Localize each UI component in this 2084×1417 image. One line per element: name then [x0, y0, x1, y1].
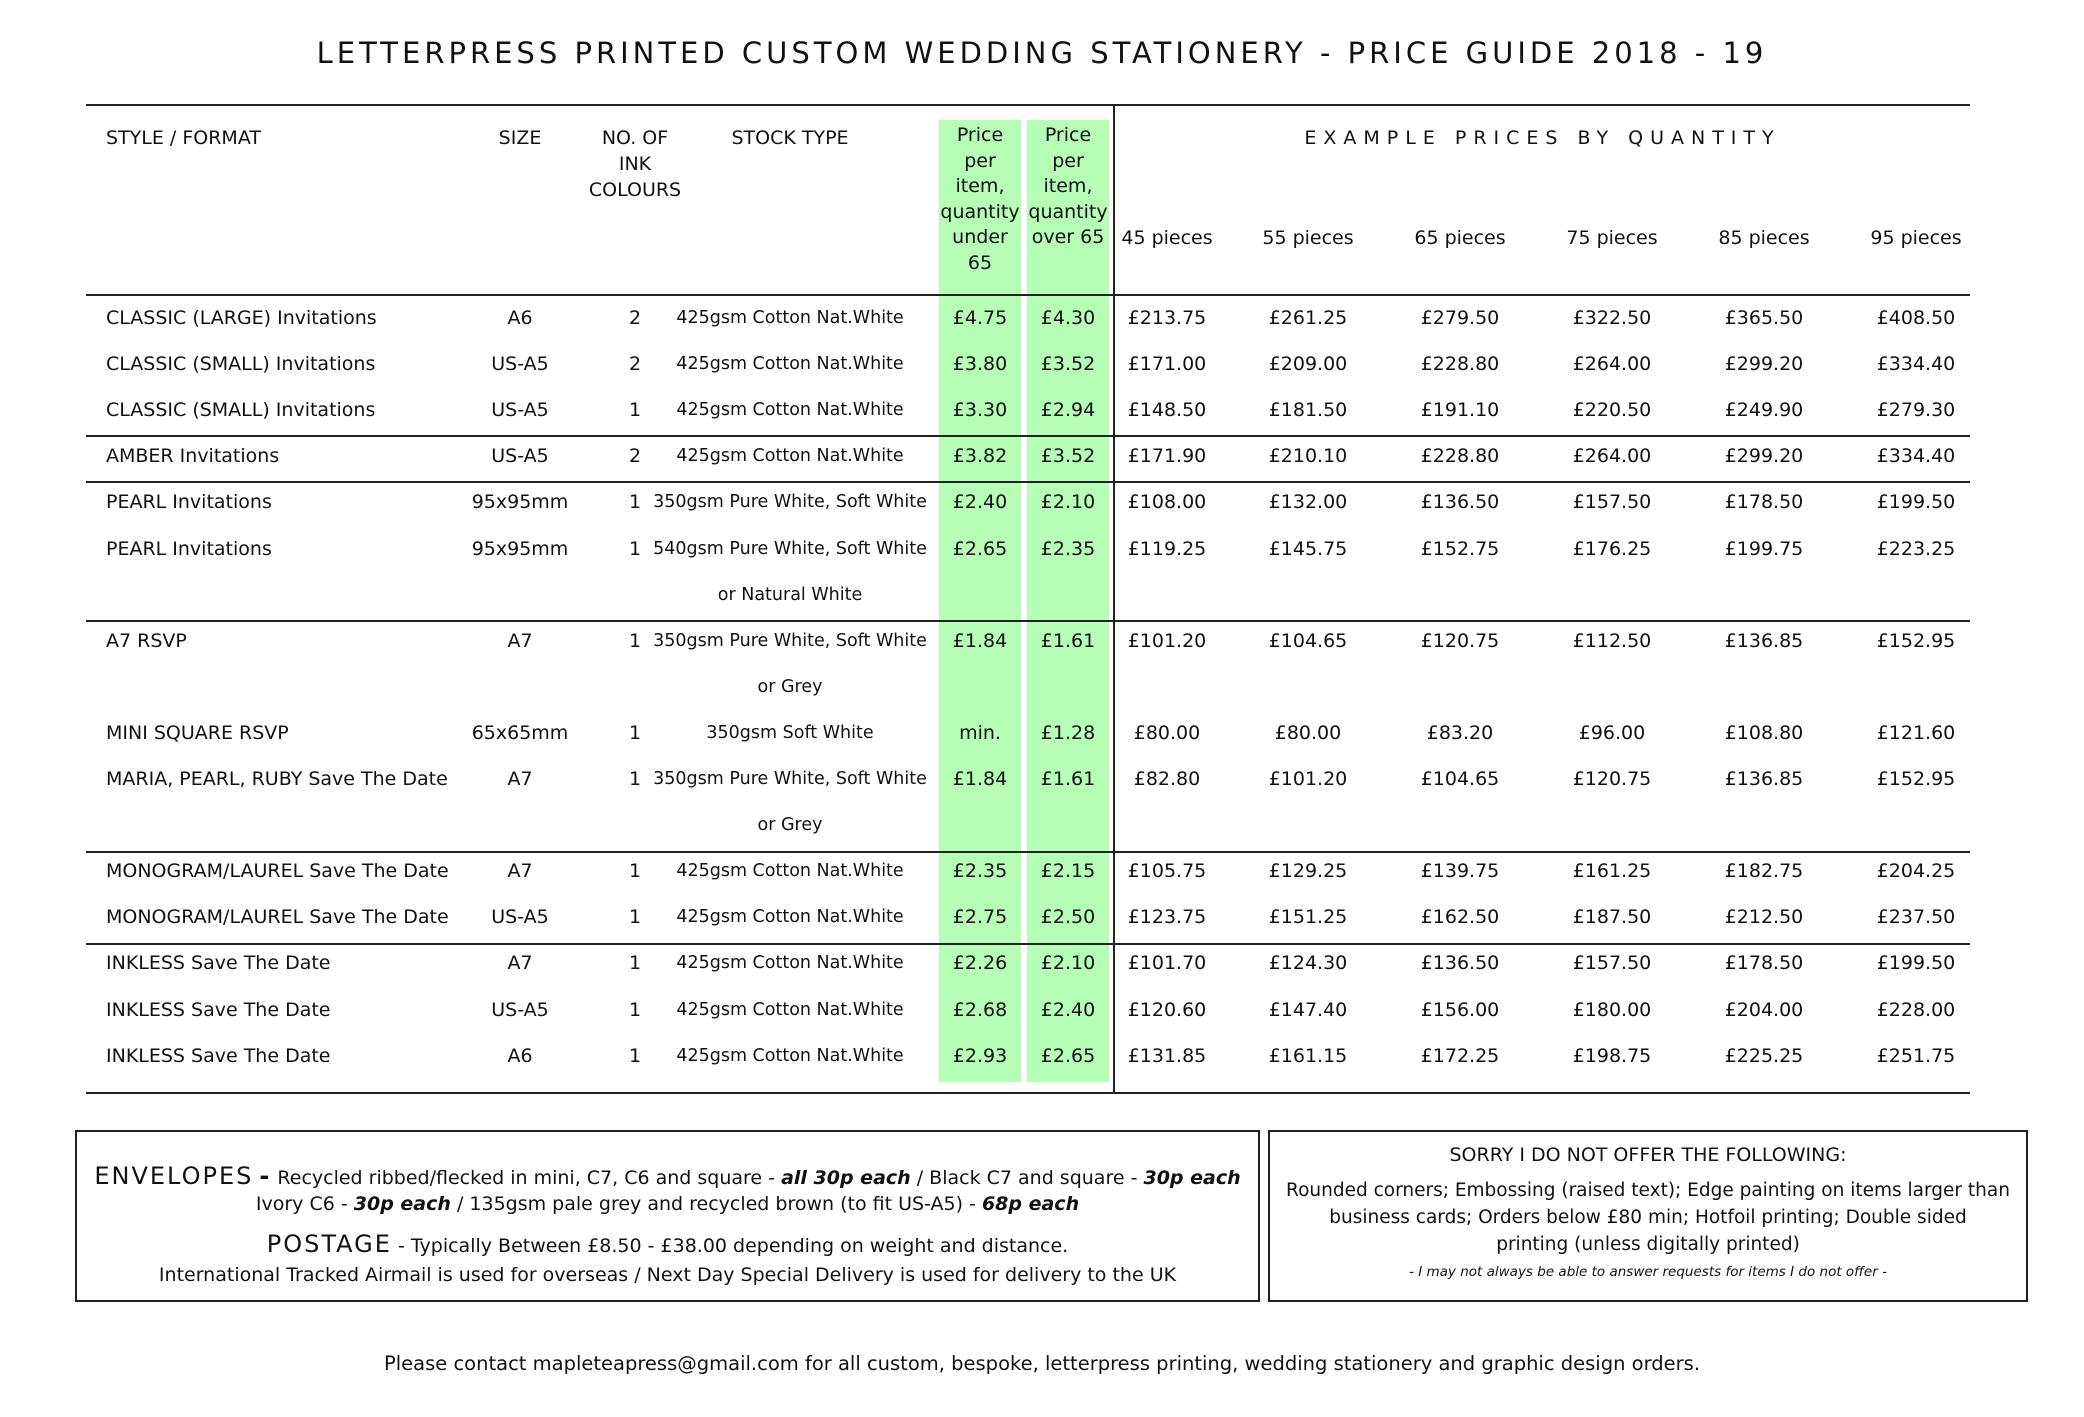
style-format-header: STYLE / FORMAT: [106, 127, 261, 149]
quantity-price-cell: £210.10: [1268, 445, 1348, 468]
price-under-65-cell: £2.93: [952, 1044, 1008, 1067]
price-over-65-cell: £2.35: [1040, 537, 1096, 560]
quantity-price-cell: £104.65: [1420, 768, 1500, 790]
quantity-price-cell: £204.00: [1724, 998, 1804, 1021]
quantity-price-cell: £112.50: [1572, 629, 1652, 652]
stock-type-cell: 350gsm Pure White, Soft White: [653, 630, 927, 651]
stock-type-cell: 350gsm Soft White: [706, 722, 874, 743]
quantity-price-cell: £299.20: [1724, 445, 1804, 468]
size-cell: A6: [507, 307, 533, 329]
ink-colours-cell: 1: [628, 399, 642, 422]
price-under-65-cell: £4.75: [952, 307, 1008, 329]
ink-colours-cell: 2: [628, 445, 642, 468]
stock-type-cell: or Natural White: [717, 584, 863, 605]
stock-type-cell: or Grey: [757, 815, 823, 836]
price-under-65-cell: £3.80: [952, 353, 1008, 376]
quantity-price-cell: £228.80: [1420, 445, 1500, 468]
group-rule: [86, 620, 1970, 622]
not-offered-line: Rounded corners; Embossing (raised text); Edge painting on items larger than: [1286, 1180, 2010, 1201]
price-over-65-cell: £1.61: [1040, 768, 1096, 790]
size-cell: A7: [507, 629, 533, 652]
size-cell: US-A5: [491, 399, 549, 422]
quantity-price-cell: £101.20: [1127, 629, 1207, 652]
quantity-price-cell: £83.20: [1426, 721, 1494, 744]
quantity-price-cell: £334.40: [1876, 353, 1956, 376]
quantity-price-cell: £108.80: [1724, 721, 1804, 744]
style-format-cell: MARIA, PEARL, RUBY Save The Date: [106, 768, 448, 790]
quantity-divider: [1113, 104, 1115, 1094]
stock-type-cell: 425gsm Cotton Nat.White: [676, 999, 904, 1020]
quantity-price-cell: £147.40: [1268, 998, 1348, 1021]
quantity-price-cell: £148.50: [1127, 399, 1207, 422]
price-under-65-cell: £1.84: [952, 629, 1008, 652]
style-format-cell: AMBER Invitations: [106, 445, 280, 468]
style-format-cell: CLASSIC (SMALL) Invitations: [106, 353, 376, 376]
ink-colours-cell: 2: [628, 307, 642, 329]
size-cell: US-A5: [491, 445, 549, 468]
not-offered-note: - I may not always be able to answer requests for items I do not offer -: [1409, 1264, 1887, 1280]
quantity-price-cell: £132.00: [1268, 491, 1348, 514]
group-rule: [86, 851, 1970, 853]
style-format-cell: MONOGRAM/LAUREL Save The Date: [106, 906, 449, 929]
not-offered-line: business cards; Orders below £80 min; Hotfoil printing; Double sided: [1329, 1207, 1967, 1228]
size-cell: US-A5: [491, 906, 549, 929]
quantity-price-cell: £131.85: [1127, 1044, 1207, 1067]
stock-type-cell: 425gsm Cotton Nat.White: [676, 861, 904, 882]
quantity-price-cell: £191.10: [1420, 399, 1500, 422]
quantity-price-cell: £178.50: [1724, 491, 1804, 514]
stock-type-cell: 350gsm Pure White, Soft White: [653, 769, 927, 789]
quantity-price-cell: £223.25: [1876, 537, 1956, 560]
price-under-65-cell: £2.40: [952, 491, 1008, 514]
price-over-65-cell: £2.40: [1040, 998, 1096, 1021]
price-under-65-cell: £1.84: [952, 768, 1008, 790]
envelopes-text: / Black C7 and square -: [916, 1167, 1138, 1189]
ink-colours-cell: 1: [628, 1044, 642, 1067]
size-cell: A7: [507, 952, 533, 975]
quantity-price-cell: £139.75: [1420, 860, 1500, 883]
quantity-price-cell: £408.50: [1876, 307, 1956, 329]
envelopes-price: 68p each: [981, 1193, 1080, 1215]
quantity-price-cell: £101.70: [1127, 952, 1207, 975]
not-offered-line: printing (unless digitally printed): [1496, 1234, 1800, 1255]
quantity-price-cell: £180.00: [1572, 998, 1652, 1021]
quantity-price-cell: £119.25: [1127, 537, 1207, 560]
quantity-price-cell: £251.75: [1876, 1044, 1956, 1067]
contact-footer: Please contact mapleteapress@gmail.com for all custom, bespoke, letterpress printing, wedding stationery and graphic design orders.: [383, 1352, 1701, 1375]
quantity-price-cell: £136.85: [1724, 768, 1804, 790]
envelopes-price: 30p each: [353, 1193, 451, 1215]
quantity-header: 55 pieces: [1262, 227, 1354, 249]
quantity-price-cell: £105.75: [1127, 860, 1207, 883]
quantity-price-cell: £123.75: [1127, 906, 1207, 929]
quantity-price-cell: £162.50: [1420, 906, 1500, 929]
quantity-price-cell: £145.75: [1268, 537, 1348, 560]
ink-header-line: COLOURS: [588, 179, 682, 201]
postage-heading: POSTAGE: [266, 1230, 392, 1258]
price-over-65-cell: £4.30: [1040, 307, 1096, 329]
postage-line-2: International Tracked Airmail is used for overseas / Next Day Special Delivery is used for delivery to the UK: [158, 1264, 1177, 1286]
group-rule: [86, 435, 1970, 437]
price-under-65-cell: £2.65: [952, 537, 1008, 560]
price-over-65-cell: £3.52: [1040, 445, 1096, 468]
quantity-price-cell: £161.15: [1268, 1044, 1348, 1067]
ink-header-line: INK: [618, 153, 652, 175]
envelopes-text: Ivory C6 -: [255, 1193, 348, 1215]
quantity-price-cell: £80.00: [1133, 721, 1201, 744]
quantity-price-cell: £152.95: [1876, 768, 1956, 790]
quantity-price-cell: £182.75: [1724, 860, 1804, 883]
stock-type-cell: 425gsm Cotton Nat.White: [676, 308, 904, 328]
quantity-price-cell: £161.25: [1572, 860, 1652, 883]
size-cell: 95x95mm: [471, 537, 569, 560]
price-under-65-cell: £3.30: [952, 399, 1008, 422]
style-format-cell: CLASSIC (LARGE) Invitations: [106, 307, 377, 329]
header-line: Price: [1044, 124, 1092, 146]
quantity-price-cell: £80.00: [1274, 721, 1342, 744]
quantity-price-cell: £334.40: [1876, 445, 1956, 468]
quantity-price-cell: £121.60: [1876, 721, 1956, 744]
style-format-cell: MONOGRAM/LAUREL Save The Date: [106, 860, 449, 883]
ink-colours-cell: 2: [628, 353, 642, 376]
price-over-65-cell: £3.52: [1040, 353, 1096, 376]
quantity-price-cell: £264.00: [1572, 353, 1652, 376]
quantity-price-cell: £225.25: [1724, 1044, 1804, 1067]
ink-colours-header: [575, 125, 695, 203]
price-over-65-cell: £2.50: [1040, 906, 1096, 929]
price-under-65-cell: £2.68: [952, 998, 1008, 1021]
price-under-65-cell: £2.26: [952, 952, 1008, 975]
header-line: quantity: [940, 200, 1020, 223]
envelopes-postage-box: [75, 1130, 1260, 1302]
quantity-price-cell: £124.30: [1268, 952, 1348, 975]
quantity-price-cell: £151.25: [1268, 906, 1348, 929]
postage-dash: -: [397, 1235, 405, 1257]
stock-type-cell: 425gsm Cotton Nat.White: [676, 907, 904, 928]
ink-colours-cell: 1: [628, 768, 642, 790]
quantity-header: 65 pieces: [1414, 227, 1506, 249]
style-format-cell: PEARL Invitations: [106, 537, 272, 560]
style-format-cell: INKLESS Save The Date: [106, 998, 331, 1021]
quantity-price-cell: £104.65: [1268, 629, 1348, 652]
header-line: item,: [955, 175, 1005, 197]
quantity-price-cell: £237.50: [1876, 906, 1956, 929]
envelopes-line-1: [77, 1162, 1258, 1190]
quantity-price-cell: £279.50: [1420, 307, 1500, 329]
ink-colours-cell: 1: [628, 998, 642, 1021]
quantity-price-cell: £176.25: [1572, 537, 1652, 560]
quantity-header: 75 pieces: [1566, 227, 1658, 249]
style-format-cell: CLASSIC (SMALL) Invitations: [106, 399, 376, 422]
quantity-price-cell: £136.50: [1420, 952, 1500, 975]
quantity-price-cell: £212.50: [1724, 906, 1804, 929]
envelopes-price: all 30p each: [781, 1167, 911, 1189]
stock-type-header: STOCK TYPE: [731, 127, 849, 149]
postage-text: Typically Between £8.50 - £38.00 depending on weight and distance.: [410, 1235, 1069, 1257]
quantity-price-cell: £322.50: [1572, 307, 1652, 329]
size-cell: A6: [507, 1044, 533, 1067]
quantity-price-cell: £136.50: [1420, 491, 1500, 514]
page-title: LETTERPRESS PRINTED CUSTOM WEDDING STATIONERY - PRICE GUIDE 2018 - 19: [316, 36, 1768, 70]
ink-colours-cell: 1: [628, 537, 642, 560]
not-offered-box: [1268, 1130, 2028, 1302]
size-cell: US-A5: [491, 998, 549, 1021]
style-format-cell: A7 RSVP: [106, 629, 187, 652]
style-format-cell: PEARL Invitations: [106, 491, 272, 514]
stock-type-cell: or Grey: [757, 676, 823, 697]
stock-type-cell: 540gsm Pure White, Soft White: [653, 538, 927, 559]
header-line: per: [1052, 149, 1084, 172]
postage-line-1: [77, 1230, 1258, 1258]
quantity-price-cell: £120.60: [1127, 998, 1207, 1021]
quantity-price-cell: £101.20: [1268, 768, 1348, 790]
price-under-65-cell: £3.82: [952, 445, 1008, 468]
ink-colours-cell: 1: [628, 491, 642, 514]
quantity-price-cell: £171.90: [1127, 445, 1207, 468]
stock-type-cell: 425gsm Cotton Nat.White: [676, 400, 904, 421]
quantity-price-cell: £152.75: [1420, 537, 1500, 560]
price-over-65-cell: £2.15: [1040, 860, 1096, 883]
group-rule: [86, 481, 1970, 483]
quantity-price-cell: £171.00: [1127, 353, 1207, 376]
quantity-price-cell: £129.25: [1268, 860, 1348, 883]
group-rule: [86, 943, 1970, 945]
price-over-65-cell: £2.94: [1040, 399, 1096, 422]
stock-type-cell: 425gsm Cotton Nat.White: [676, 953, 904, 974]
quantity-price-cell: £228.80: [1420, 353, 1500, 376]
size-cell: US-A5: [491, 353, 549, 376]
ink-colours-cell: 1: [628, 952, 642, 975]
quantity-price-cell: £172.25: [1420, 1044, 1500, 1067]
not-offered-heading: SORRY I DO NOT OFFER THE FOLLOWING:: [1449, 1144, 1847, 1166]
price-over-65-cell: £2.10: [1040, 952, 1096, 975]
header-line: per: [964, 149, 996, 172]
price-over-65-cell: £1.28: [1040, 721, 1096, 744]
quantity-price-cell: £261.25: [1268, 307, 1348, 329]
ink-header-line: NO. OF: [601, 127, 669, 149]
header-line: under 65: [952, 226, 1008, 274]
quantity-price-cell: £299.20: [1724, 353, 1804, 376]
header-line: Price: [956, 124, 1004, 146]
ink-colours-cell: 1: [628, 860, 642, 883]
header-bottom-rule: [86, 294, 1970, 296]
header-line: quantity: [1028, 200, 1108, 223]
style-format-cell: MINI SQUARE RSVP: [106, 721, 289, 744]
quantity-price-cell: £178.50: [1724, 952, 1804, 975]
envelopes-text: Recycled ribbed/flecked in mini, C7, C6 and square -: [277, 1167, 776, 1189]
quantity-header: 85 pieces: [1718, 227, 1810, 249]
price-over-65-cell: £2.10: [1040, 491, 1096, 514]
quantity-header: 95 pieces: [1870, 227, 1962, 249]
quantity-price-cell: £157.50: [1572, 491, 1652, 514]
price-under-65-cell: min.: [959, 721, 1001, 744]
ink-colours-cell: 1: [628, 906, 642, 929]
stock-type-cell: 425gsm Cotton Nat.White: [676, 446, 904, 467]
over-65-column-highlight: [1027, 120, 1109, 1082]
envelopes-dash: -: [259, 1162, 272, 1190]
size-cell: 65x65mm: [471, 721, 569, 744]
example-prices-header: EXAMPLE PRICES BY QUANTITY: [1304, 127, 1781, 149]
quantity-price-cell: £220.50: [1572, 399, 1652, 422]
envelopes-text: / 135gsm pale grey and recycled brown (to fit US-A5) -: [456, 1193, 976, 1215]
quantity-price-cell: £249.90: [1724, 399, 1804, 422]
size-cell: A7: [507, 768, 533, 790]
quantity-price-cell: £198.75: [1572, 1044, 1652, 1067]
price-under-65-cell: £2.75: [952, 906, 1008, 929]
quantity-price-cell: £108.00: [1127, 491, 1207, 514]
ink-colours-cell: 1: [628, 721, 642, 744]
quantity-price-cell: £181.50: [1268, 399, 1348, 422]
size-cell: 95x95mm: [471, 491, 569, 514]
style-format-cell: INKLESS Save The Date: [106, 1044, 331, 1067]
quantity-price-cell: £96.00: [1578, 721, 1646, 744]
envelopes-heading: ENVELOPES: [94, 1162, 254, 1190]
quantity-price-cell: £199.75: [1724, 537, 1804, 560]
style-format-cell: INKLESS Save The Date: [106, 952, 331, 975]
table-bottom-rule: [86, 1092, 1970, 1094]
quantity-price-cell: £157.50: [1572, 952, 1652, 975]
quantity-price-cell: £264.00: [1572, 445, 1652, 468]
quantity-price-cell: £120.75: [1420, 629, 1500, 652]
header-line: item,: [1043, 175, 1093, 197]
quantity-price-cell: £209.00: [1268, 353, 1348, 376]
envelopes-price: 30p each: [1143, 1167, 1241, 1189]
quantity-price-cell: £152.95: [1876, 629, 1956, 652]
header-line: over 65: [1031, 226, 1105, 248]
quantity-price-cell: £120.75: [1572, 768, 1652, 790]
stock-type-cell: 350gsm Pure White, Soft White: [653, 492, 927, 513]
quantity-price-cell: £199.50: [1876, 952, 1956, 975]
ink-colours-cell: 1: [628, 629, 642, 652]
quantity-price-cell: £213.75: [1127, 307, 1207, 329]
quantity-price-cell: £136.85: [1724, 629, 1804, 652]
quantity-price-cell: £365.50: [1724, 307, 1804, 329]
size-header: SIZE: [498, 127, 542, 149]
quantity-price-cell: £228.00: [1876, 998, 1956, 1021]
price-over-65-cell: £1.61: [1040, 629, 1096, 652]
price-over-65-cell: £2.65: [1040, 1044, 1096, 1067]
quantity-price-cell: £204.25: [1876, 860, 1956, 883]
quantity-price-cell: £199.50: [1876, 491, 1956, 514]
quantity-header: 45 pieces: [1121, 227, 1213, 249]
table-top-rule: [86, 104, 1970, 106]
price-under-65-header: [939, 123, 1021, 276]
quantity-price-cell: £82.80: [1133, 768, 1201, 790]
price-under-65-cell: £2.35: [952, 860, 1008, 883]
quantity-price-cell: £279.30: [1876, 399, 1956, 422]
size-cell: A7: [507, 860, 533, 883]
quantity-price-cell: £187.50: [1572, 906, 1652, 929]
envelopes-line-2: [77, 1193, 1258, 1215]
quantity-price-cell: £156.00: [1420, 998, 1500, 1021]
stock-type-cell: 425gsm Cotton Nat.White: [676, 1045, 904, 1066]
stock-type-cell: 425gsm Cotton Nat.White: [676, 354, 904, 375]
